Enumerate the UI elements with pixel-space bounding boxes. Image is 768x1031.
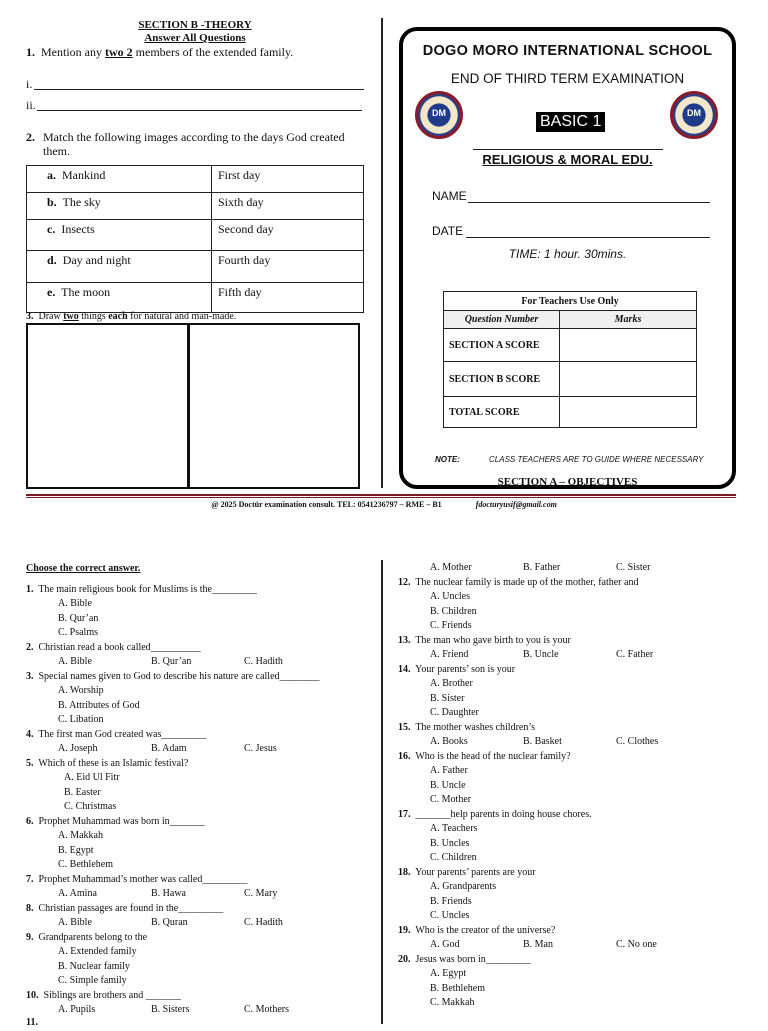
option[interactable]: B. Adam [151, 743, 187, 754]
option[interactable]: B. Sister [430, 692, 465, 704]
options-row [398, 648, 748, 663]
drawing-box-man-made[interactable] [187, 323, 360, 489]
matching-table [26, 165, 364, 313]
class-label: BASIC 1 [536, 112, 605, 132]
option[interactable]: B. Father [523, 562, 561, 573]
option[interactable]: C. Friends [430, 620, 472, 631]
question-2: 2. Match the following images according to the days God created them. [26, 130, 345, 158]
option[interactable]: B. Nuclear family [58, 960, 130, 972]
score-cell[interactable] [560, 362, 697, 397]
option[interactable]: C. Mary [244, 888, 278, 899]
section-a-title: SECTION A – OBJECTIVES [497, 476, 638, 488]
question-q2 [26, 641, 376, 670]
question-q14 [398, 663, 748, 721]
question-q6 [26, 815, 376, 873]
note-label: NOTE: [435, 455, 460, 464]
date-field[interactable] [466, 237, 710, 238]
match-row [27, 166, 364, 193]
option[interactable]: A. Amina [58, 888, 97, 899]
column-divider-bottom [381, 560, 383, 1024]
question-q1 [26, 583, 376, 641]
question-text: 18. Your parents’ parents are your [398, 866, 536, 878]
option[interactable]: B. Hawa [151, 888, 186, 899]
question-q18 [398, 866, 748, 924]
question-text: 15. The mother washes children’s [398, 721, 536, 733]
name-label: NAME [432, 189, 467, 203]
footer-rule-thin [26, 497, 736, 498]
blank-i-label: i. [26, 77, 33, 91]
option[interactable]: B. Easter [64, 786, 101, 798]
question-text: 10. Siblings are brothers and _______ [26, 989, 181, 1001]
option[interactable]: B. Uncle [523, 649, 559, 660]
objectives-left-column [26, 562, 376, 1018]
option[interactable]: B. Quran [151, 917, 188, 928]
option[interactable]: C. Simple family [58, 975, 127, 986]
score-cell[interactable] [560, 329, 697, 362]
options-row [26, 916, 376, 931]
options-row [26, 887, 376, 902]
question-text: 19. Who is the creator of the universe? [398, 924, 556, 936]
question-text: 8. Christian passages are found in the_________ [26, 902, 224, 914]
match-day[interactable]: First day [212, 166, 364, 193]
column-divider-top [381, 18, 383, 488]
options-row [26, 1003, 376, 1018]
question-q8 [26, 902, 376, 931]
question-q9 [26, 931, 376, 989]
score-row-label: SECTION B SCORE [444, 362, 560, 397]
option[interactable]: C. Mother [430, 794, 472, 805]
footer-copyright: @ 2025 Doctür examination consult. TEL: 0541236797 – RME – B1 [211, 500, 442, 509]
score-cell[interactable] [560, 397, 697, 428]
option[interactable]: A. Egypt [430, 968, 467, 979]
option[interactable]: A. Makkah [58, 830, 103, 841]
option[interactable]: B. Uncle [430, 779, 466, 791]
option[interactable]: C. Jesus [244, 743, 277, 754]
option[interactable]: C. Christmas [64, 801, 117, 812]
match-item[interactable]: a. Mankind [27, 166, 212, 193]
question-text: 6. Prophet Muhammad was born in_______ [26, 815, 205, 827]
instruction: Choose the correct answer. [26, 563, 141, 574]
options-row [398, 735, 748, 750]
match-item[interactable]: b. The sky [27, 193, 212, 220]
option[interactable]: A. Teachers [430, 823, 478, 834]
score-table-title: For Teachers Use Only [444, 292, 697, 311]
answer-line-ii[interactable] [37, 110, 362, 111]
option[interactable]: B. Uncles [430, 837, 470, 849]
option[interactable]: B. Man [523, 939, 553, 950]
option[interactable]: B. Attributes of God [58, 699, 140, 711]
school-name: DOGO MORO INTERNATIONAL SCHOOL [422, 43, 713, 59]
question-q13 [398, 634, 748, 663]
objectives-right-column [398, 561, 748, 1011]
question-text: 14. Your parents’ son is your [398, 663, 516, 675]
option[interactable]: C. Hadith [244, 917, 283, 928]
option[interactable]: B. Friends [430, 895, 472, 907]
option[interactable]: A. Eid Ul Fitr [64, 772, 120, 783]
option[interactable]: A. Extended family [58, 946, 137, 957]
school-logo-right: DM [670, 91, 718, 139]
option[interactable]: B. Basket [523, 736, 562, 747]
option[interactable]: B. Qur’an [58, 612, 99, 624]
school-logo-left: DM [415, 91, 463, 139]
footer [0, 500, 768, 509]
options-row [398, 938, 748, 953]
score-col-question: Question Number [444, 311, 560, 329]
question-q17 [398, 808, 748, 866]
question-q16 [398, 750, 748, 808]
name-field[interactable] [468, 202, 710, 203]
question-q20 [398, 953, 748, 1011]
option[interactable]: A. Friend [430, 649, 469, 660]
option[interactable]: C. Sister [616, 562, 651, 573]
match-day[interactable]: Second day [212, 220, 364, 251]
question-q19 [398, 924, 748, 953]
option[interactable]: A. Father [430, 765, 468, 776]
option[interactable]: A. Books [430, 736, 468, 747]
option[interactable]: A. Bible [58, 598, 92, 609]
score-row-label: SECTION A SCORE [444, 329, 560, 362]
question-q10 [26, 989, 376, 1018]
question-text: 12. The nuclear family is made up of the mother, father and [398, 576, 639, 588]
match-day[interactable]: Sixth day [212, 193, 364, 220]
match-item[interactable]: c. Insects [27, 220, 212, 251]
option[interactable]: C. Psalms [58, 627, 99, 638]
option[interactable]: A. Brother [430, 678, 473, 689]
option[interactable]: C. Makkah [430, 997, 475, 1008]
question-text: 1. The main religious book for Muslims is the_________ [26, 583, 257, 595]
option[interactable]: A. Bible [58, 917, 92, 928]
answer-line-i[interactable] [34, 89, 364, 90]
question-text: 17. _______help parents in doing house chores. [398, 808, 592, 820]
question-text: 13. The man who gave birth to you is your [398, 634, 571, 646]
question-q12 [398, 576, 748, 634]
exam-time: TIME: 1 hour. 30mins. [508, 247, 627, 261]
q11-options [398, 561, 748, 576]
options-row [26, 742, 376, 757]
option[interactable]: C. Bethlehem [58, 859, 113, 870]
exam-title: END OF THIRD TERM EXAMINATION [450, 71, 685, 86]
option[interactable]: C. Uncles [430, 910, 470, 921]
option[interactable]: A. Pupils [58, 1004, 96, 1015]
question-q7 [26, 873, 376, 902]
option[interactable]: C. Clothes [616, 736, 659, 747]
score-col-marks: Marks [560, 311, 697, 329]
match-row [27, 220, 364, 251]
option[interactable]: B. Sisters [151, 1004, 190, 1015]
q11-partial: 11. [26, 1017, 38, 1028]
option[interactable]: C. No one [616, 939, 657, 950]
blank-ii-label: ii. [26, 98, 36, 112]
match-day[interactable]: Fourth day [212, 251, 364, 283]
option[interactable]: B. Egypt [58, 844, 94, 856]
option[interactable]: C. Libation [58, 714, 104, 725]
question-q3 [26, 670, 376, 728]
option[interactable]: B. Bethlehem [430, 982, 485, 994]
match-item[interactable]: e. The moon [27, 283, 212, 313]
subject-rule [473, 149, 663, 150]
question-text: 4. The first man God created was_________ [26, 728, 207, 740]
match-row [27, 251, 364, 283]
option[interactable]: A. Joseph [58, 743, 98, 754]
question-q15 [398, 721, 748, 750]
question-text: 16. Who is the head of the nuclear family? [398, 750, 571, 762]
question-text: 20. Jesus was born in_________ [398, 953, 531, 965]
option[interactable]: A. Grandparents [430, 881, 497, 892]
option[interactable]: A. Uncles [430, 591, 470, 602]
match-row [27, 283, 364, 313]
match-item[interactable]: d. Day and night [27, 251, 212, 283]
option[interactable]: B. Qur’an [151, 656, 192, 667]
question-text: 9. Grandparents belong to the [26, 931, 148, 943]
score-row-label: TOTAL SCORE [444, 397, 560, 428]
question-text: 5. Which of these is an Islamic festival? [26, 757, 189, 769]
footer-rule [26, 494, 736, 496]
question-q4 [26, 728, 376, 757]
option[interactable]: C. Daughter [430, 707, 479, 718]
teacher-score-table [443, 291, 697, 428]
match-day[interactable]: Fifth day [212, 283, 364, 313]
note-text: CLASS TEACHERS ARE TO GUIDE WHERE NECESSARY [489, 455, 704, 464]
question-q5 [26, 757, 376, 815]
question-text: 2. Christian read a book called__________ [26, 641, 201, 653]
question-text: 7. Prophet Muhammad’s mother was called_________ [26, 873, 248, 885]
option[interactable]: A. Bible [58, 656, 92, 667]
exam-cover-panel [399, 27, 736, 489]
option[interactable]: A. Worship [58, 685, 104, 696]
option[interactable]: B. Children [430, 605, 477, 617]
question-text: 3. Special names given to God to describe his nature are called________ [26, 670, 320, 682]
question-3: 3. Draw two things each for natural and man-made. [26, 311, 237, 322]
options-row [26, 655, 376, 670]
date-label: DATE [432, 224, 464, 238]
question-1: 1. Mention any two 2 members of the extended family. [26, 45, 294, 59]
drawing-box-natural[interactable] [26, 323, 190, 489]
section-b-heading: SECTION B -THEORY Answer All Questions [138, 19, 252, 44]
option[interactable]: C. Father [616, 649, 654, 660]
footer-email: fdocturyusif@gmail.com [475, 500, 557, 509]
option[interactable]: C. Hadith [244, 656, 283, 667]
option[interactable]: A. God [430, 939, 460, 950]
match-row [27, 193, 364, 220]
option[interactable]: A. Mother [430, 562, 472, 573]
subject-title: RELIGIOUS & MORAL EDU. [482, 152, 653, 167]
option[interactable]: C. Mothers [244, 1004, 289, 1015]
option[interactable]: C. Children [430, 852, 477, 863]
